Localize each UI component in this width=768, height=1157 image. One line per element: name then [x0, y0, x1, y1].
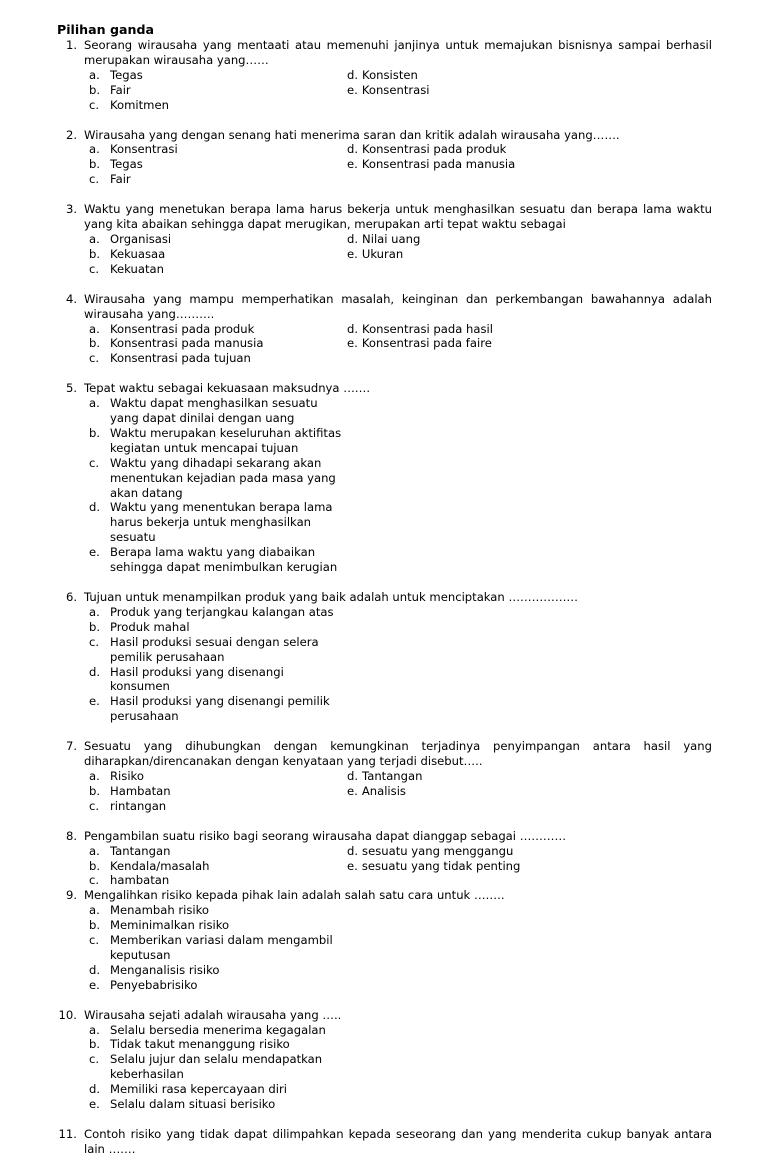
option-list: [61, 769, 712, 814]
option-text: Waktu dapat menghasilkan sesuatu yang dapat dinilai dengan uang: [110, 396, 318, 426]
option-d: [347, 142, 506, 157]
option-d: [347, 232, 420, 247]
option-letter: c.: [89, 798, 100, 813]
option-letter: d.: [89, 664, 101, 679]
option-text: Konsentrasi pada tujuan: [110, 351, 251, 366]
option-letter: c.: [89, 933, 100, 948]
option-letter: a.: [89, 231, 100, 246]
option-text: Risiko: [110, 768, 144, 783]
option-letter: c.: [89, 634, 100, 649]
option-letter: e.: [347, 246, 358, 261]
option-text: sesuatu yang tidak penting: [361, 858, 521, 873]
option-text: Hambatan: [110, 783, 171, 798]
option-list: [61, 1023, 712, 1112]
option-d: [347, 844, 513, 859]
option-e: [347, 83, 430, 98]
question-number-text: 5.: [65, 381, 77, 396]
option-e: [347, 247, 403, 262]
option-e: [347, 859, 520, 874]
option-e: [347, 784, 406, 799]
option-letter: a.: [89, 67, 100, 82]
question-text: Tepat waktu sebagai kekuasaan maksudnya …….: [84, 381, 371, 396]
option-letter: c.: [89, 1052, 100, 1067]
option-d: [61, 963, 347, 978]
question-text: Wirausaha sejati adalah wirausaha yang …..: [84, 1007, 342, 1022]
question-text: Seorang wirausaha yang mentaati atau memenuhi janjinya untuk memajukan bisnisnya sampai berhasil merupakan wirausaha yang……: [84, 38, 712, 67]
question-number: [57, 1008, 84, 1023]
question-4: [57, 292, 712, 367]
option-c: [61, 98, 347, 113]
option-c: [61, 873, 347, 888]
option-text: Konsentrasi pada produk: [362, 142, 507, 157]
option-letter: d.: [89, 1082, 101, 1097]
option-d: [347, 68, 418, 83]
option-letter: a.: [89, 768, 100, 783]
option-list: [61, 844, 712, 889]
question-number: [57, 590, 84, 605]
question-text: Wirausaha yang dengan senang hati menerima saran dan kritik adalah wirausaha yang…….: [84, 127, 620, 142]
option-letter: c.: [89, 261, 100, 276]
option-text: Komitmen: [110, 97, 169, 112]
option-a: [61, 68, 347, 83]
option-list: [61, 68, 712, 113]
option-c: [61, 635, 347, 665]
option-letter: d.: [347, 843, 359, 858]
question-number: [57, 128, 84, 143]
option-letter: a.: [89, 1022, 100, 1037]
question-number-text: 8.: [65, 828, 77, 843]
question-text: Wirausaha yang mampu memperhatikan masalah, keinginan dan perkembangan bawahannya adalah wirausaha yang……….: [84, 291, 712, 321]
question-10: [57, 1008, 712, 1112]
section-heading: Pilihan ganda: [57, 22, 154, 37]
option-e: [61, 545, 347, 575]
option-letter: e.: [89, 694, 100, 709]
option-text: Konsentrasi pada hasil: [362, 321, 493, 336]
option-letter: a.: [89, 321, 100, 336]
option-d: [61, 1082, 347, 1097]
option-d: [347, 322, 493, 337]
option-text: sesuatu yang menggangu: [362, 843, 514, 858]
question-6: [57, 590, 712, 724]
question-7: [57, 739, 712, 814]
option-text: Memiliki rasa kepercayaan diri: [110, 1082, 288, 1097]
question-1: [57, 38, 712, 113]
option-b: [61, 336, 347, 351]
option-text: Organisasi: [110, 231, 172, 246]
question-3: [57, 202, 712, 277]
option-list: [61, 605, 712, 724]
question-list: [57, 38, 712, 1157]
question-text: Waktu yang menetukan berapa lama harus bekerja untuk menghasilkan sesuatu dan berapa lama waktu yang kita abaikan sehingga dapat merugikan, merupakan arti tepat waktu sebagai: [84, 202, 712, 232]
option-letter: e.: [347, 82, 358, 97]
question-11: [57, 1127, 712, 1157]
option-text: Produk yang terjangkau kalangan atas: [110, 604, 334, 619]
option-text: Memberikan variasi dalam mengambil keputusan: [110, 933, 333, 962]
question-text: Mengalihkan risiko kepada pihak lain adalah salah satu cara untuk ……..: [84, 888, 505, 903]
option-a: [61, 903, 347, 918]
option-text: Nilai uang: [362, 231, 421, 246]
question-number-text: 2.: [65, 127, 77, 142]
option-list: [61, 322, 712, 367]
option-d: [347, 769, 422, 784]
option-letter: a.: [89, 903, 100, 918]
question-text: Sesuatu yang dihubungkan dengan kemungkinan terjadinya penyimpangan antara hasil yang diharapkan/direncanakan dengan kenyataan yang terjadi disebut…..: [84, 739, 712, 769]
option-letter: b.: [89, 858, 101, 873]
option-text: Hasil produksi yang disenangi pemilik perusahaan: [110, 694, 330, 724]
option-text: Tegas: [110, 157, 143, 172]
option-text: Tidak takut menanggung risiko: [110, 1037, 290, 1052]
option-letter: b.: [89, 336, 101, 351]
option-text: Penyebabrisiko: [110, 977, 198, 992]
option-letter: d.: [347, 321, 359, 336]
option-text: Fair: [110, 172, 131, 187]
option-list: [61, 903, 712, 992]
option-a: [61, 769, 347, 784]
option-text: hambatan: [110, 873, 170, 888]
option-letter: e.: [89, 1097, 100, 1112]
option-a: [61, 605, 347, 620]
option-e: [61, 694, 347, 724]
option-text: Menganalisis risiko: [110, 962, 220, 977]
option-c: [61, 172, 347, 187]
option-text: Ukuran: [361, 246, 404, 261]
option-text: Menambah risiko: [110, 903, 210, 918]
option-letter: a.: [89, 604, 100, 619]
option-e: [347, 157, 515, 172]
option-c: [61, 262, 347, 277]
option-b: [61, 918, 347, 933]
option-text: Konsentrasi pada manusia: [110, 336, 264, 351]
option-b: [61, 83, 347, 98]
option-e: [347, 336, 492, 351]
question-number-text: 11.: [58, 1127, 77, 1141]
option-text: Kendala/masalah: [110, 858, 210, 873]
option-c: [61, 1052, 347, 1082]
option-text: rintangan: [110, 798, 167, 813]
option-b: [61, 426, 347, 456]
option-letter: e.: [89, 977, 100, 992]
option-text: Kekuasaa: [110, 246, 166, 261]
option-text: Hasil produksi sesuai dengan selera pemilik perusahaan: [110, 634, 319, 664]
option-text: Tegas: [110, 67, 143, 82]
option-text: Konsentrasi pada faire: [361, 336, 492, 351]
question-number-text: 6.: [65, 590, 77, 604]
option-letter: b.: [89, 1037, 101, 1052]
question-number: [57, 292, 84, 322]
question-number-text: 4.: [65, 291, 77, 306]
option-letter: d.: [89, 962, 101, 977]
option-letter: c.: [89, 172, 100, 187]
question-number-text: 1.: [65, 38, 77, 52]
question-number: [57, 888, 84, 903]
question-number: [57, 202, 84, 232]
option-letter: e.: [347, 858, 358, 873]
option-letter: c.: [89, 97, 100, 112]
option-b: [61, 859, 347, 874]
option-text: Konsentrasi pada produk: [110, 321, 255, 336]
option-letter: d.: [347, 67, 359, 82]
question-number: [57, 381, 84, 396]
option-text: Berapa lama waktu yang diabaikan sehingga dapat menimbulkan kerugian: [110, 545, 338, 575]
question-text: Contoh risiko yang tidak dapat dilimpahkan kepada seseorang dan yang menderita cukup banyak antara lain …….: [84, 1127, 712, 1156]
question-number: [57, 739, 84, 769]
option-letter: b.: [89, 783, 101, 798]
option-text: Produk mahal: [110, 619, 190, 634]
option-letter: e.: [347, 336, 358, 351]
option-letter: a.: [89, 396, 100, 411]
question-text: Tujuan untuk menampilkan produk yang baik adalah untuk menciptakan ………………: [84, 590, 579, 604]
option-text: Selalu dalam situasi berisiko: [110, 1097, 276, 1112]
option-c: [61, 456, 347, 501]
question-8: [57, 829, 712, 889]
question-number: [57, 1127, 84, 1157]
option-letter: b.: [89, 918, 101, 933]
option-a: [61, 142, 347, 157]
option-letter: e.: [89, 545, 100, 560]
option-a: [61, 1023, 347, 1038]
question-2: [57, 128, 712, 188]
option-text: Fair: [110, 82, 131, 97]
option-text: Selalu jujur dan selalu mendapatkan keberhasilan: [110, 1052, 323, 1082]
option-text: Kekuatan: [110, 261, 164, 276]
question-number-text: 7.: [65, 739, 77, 754]
option-text: Meminimalkan risiko: [110, 918, 230, 933]
option-letter: d.: [347, 142, 359, 157]
option-letter: d.: [347, 231, 359, 246]
question-text: Pengambilan suatu risiko bagi seorang wirausaha dapat dianggap sebagai …………: [84, 828, 567, 843]
option-d: [61, 500, 347, 545]
option-b: [61, 620, 347, 635]
document-page: [57, 22, 712, 1157]
option-c: [61, 933, 347, 963]
option-d: [61, 665, 347, 695]
option-text: Waktu merupakan keseluruhan aktifitas kegiatan untuk mencapai tujuan: [110, 425, 342, 455]
option-text: Tantangan: [110, 843, 171, 858]
option-text: Waktu yang menentukan berapa lama harus bekerja untuk menghasilkan sesuatu: [110, 500, 333, 545]
question-number: [57, 829, 84, 844]
option-c: [61, 799, 347, 814]
option-letter: b.: [89, 82, 101, 97]
option-list: [61, 142, 712, 187]
option-letter: d.: [89, 500, 101, 515]
option-letter: e.: [347, 157, 358, 172]
option-letter: b.: [89, 619, 101, 634]
option-a: [61, 396, 347, 426]
option-letter: a.: [89, 843, 100, 858]
option-text: Selalu bersedia menerima kegagalan: [110, 1022, 326, 1037]
option-a: [61, 322, 347, 337]
option-a: [61, 844, 347, 859]
option-letter: b.: [89, 157, 101, 172]
option-text: Analisis: [361, 783, 406, 798]
question-number: [57, 38, 84, 68]
question-number-text: 9.: [65, 888, 77, 903]
question-9: [57, 888, 712, 992]
option-letter: e.: [347, 783, 358, 798]
option-a: [61, 232, 347, 247]
option-c: [61, 351, 347, 366]
option-list: [61, 232, 712, 277]
option-b: [61, 1037, 347, 1052]
option-b: [61, 247, 347, 262]
option-text: Tantangan: [362, 768, 423, 783]
option-text: Waktu yang dihadapi sekarang akan menentukan kejadian pada masa yang akan datang: [110, 455, 336, 500]
option-e: [61, 978, 347, 993]
option-letter: b.: [89, 246, 101, 261]
question-number-text: 3.: [65, 202, 77, 217]
option-letter: b.: [89, 425, 101, 440]
option-letter: c.: [89, 351, 100, 366]
option-text: Konsisten: [362, 67, 418, 82]
question-5: [57, 381, 712, 575]
option-text: Konsentrasi pada manusia: [361, 157, 516, 172]
option-letter: c.: [89, 455, 100, 470]
option-text: Konsentrasi: [361, 82, 430, 97]
option-b: [61, 784, 347, 799]
option-list: [61, 396, 712, 575]
option-letter: d.: [347, 768, 359, 783]
option-letter: c.: [89, 873, 100, 888]
question-number-text: 10.: [58, 1007, 77, 1022]
option-e: [61, 1097, 347, 1112]
option-letter: a.: [89, 142, 100, 157]
option-text: Konsentrasi: [110, 142, 178, 157]
option-text: Hasil produksi yang disenangi konsumen: [110, 664, 284, 694]
option-b: [61, 157, 347, 172]
